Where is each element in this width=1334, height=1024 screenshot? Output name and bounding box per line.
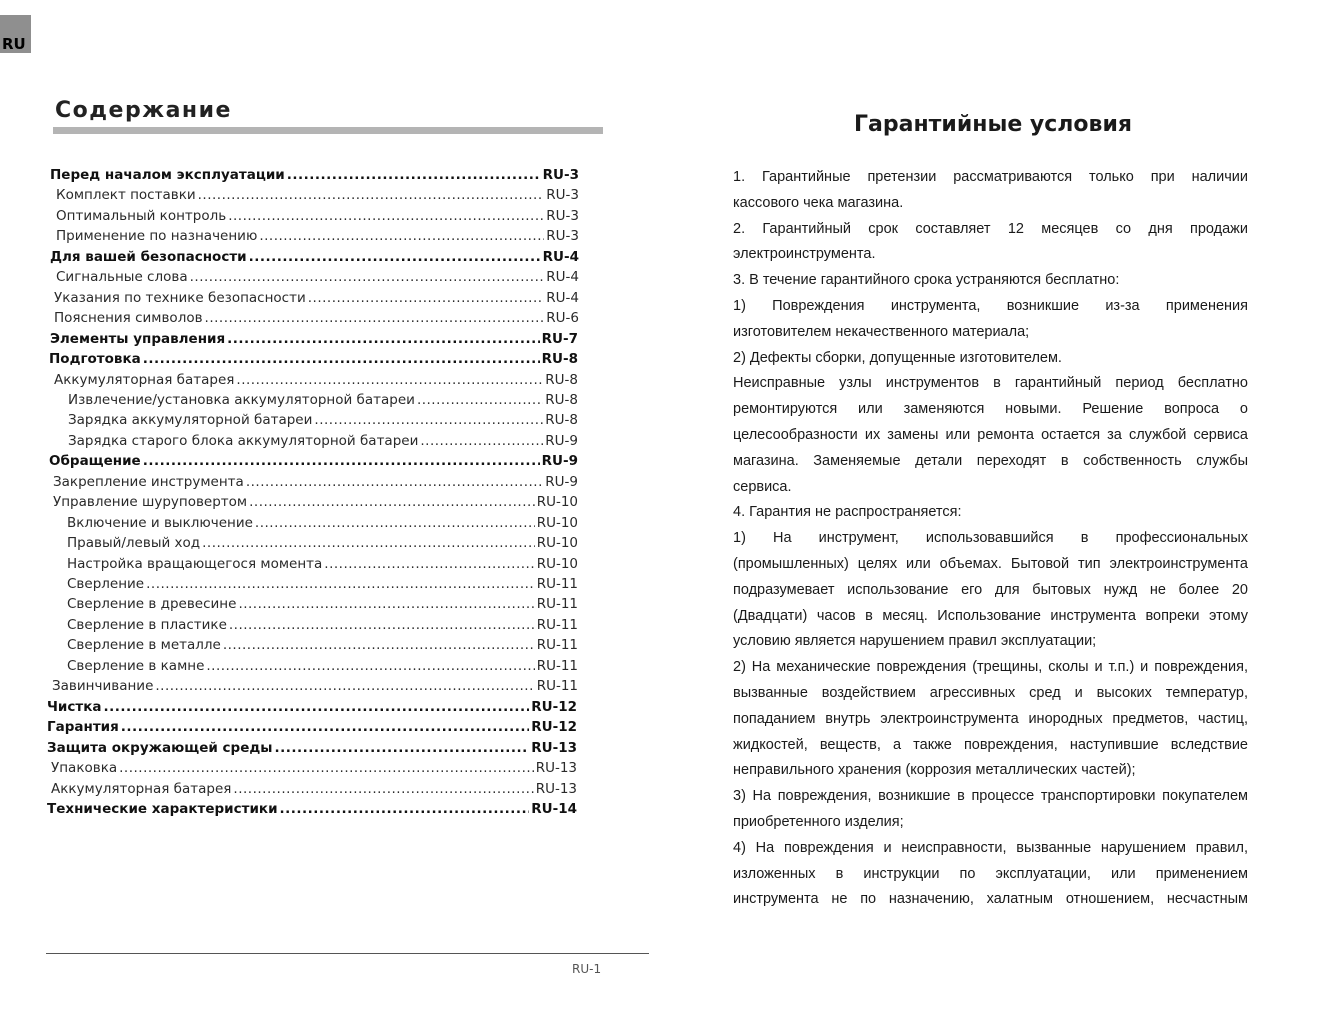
toc-leader-dots <box>223 637 535 653</box>
toc-leader-dots <box>119 760 534 776</box>
toc-leader-dots <box>146 576 535 592</box>
toc-entry-label: Аккумуляторная батарея <box>51 780 232 797</box>
warranty-line: сервиса. <box>733 478 792 495</box>
toc-leader-dots <box>155 678 534 694</box>
toc-entry <box>56 228 579 244</box>
toc-entry-label: Завинчивание <box>52 678 154 695</box>
toc-leader-dots <box>238 596 534 612</box>
toc-entry-label: Сверление в металле <box>67 637 221 654</box>
toc-leader-dots <box>121 719 529 735</box>
toc-leader-dots <box>280 801 530 817</box>
toc-entry-page: RU-13 <box>535 760 577 777</box>
warranty-line: целесообразности их замены или ремонта остается за службой сервиса <box>733 427 1248 443</box>
toc-entry-label: Оптимальный контроль <box>56 207 227 224</box>
warranty-line: 1) На инструмент, использовавшийся в профессиональных <box>733 530 1248 547</box>
toc-entry <box>50 167 579 183</box>
toc-entry-page: RU-11 <box>536 657 578 674</box>
toc-leader-dots <box>228 208 544 224</box>
toc-leader-dots <box>143 351 540 367</box>
toc-entry <box>56 208 579 224</box>
toc-entry-page: RU-9 <box>545 432 578 449</box>
warranty-line: ремонтируются или заменяются новыми. Решение вопроса о <box>733 401 1248 418</box>
toc-entry-label: Защита окружающей среды <box>47 739 273 756</box>
warranty-line: вызванные воздействием агрессивных сред и высоких температур, <box>733 685 1248 701</box>
toc-entry <box>47 801 577 817</box>
toc-entry-page: RU-3 <box>546 207 579 224</box>
toc-entry-page: RU-9 <box>545 473 578 490</box>
toc-entry <box>50 249 579 265</box>
warranty-line: кассового чека магазина. <box>733 194 904 211</box>
toc-entry <box>67 617 578 633</box>
toc-entry <box>52 678 578 694</box>
toc-entry-page: RU-11 <box>536 616 578 633</box>
toc-leader-dots <box>205 310 545 326</box>
toc-entry-label: Зарядка старого блока аккумуляторной батареи <box>68 432 419 449</box>
toc-leader-dots <box>255 515 535 531</box>
toc-leader-dots <box>233 781 533 797</box>
toc-entry-page: RU-4 <box>546 269 579 286</box>
warranty-line: 4) На повреждения и неисправности, вызванные нарушением правил, <box>733 839 1248 856</box>
footer-divider <box>46 953 649 954</box>
toc-entry-page: RU-11 <box>536 576 578 592</box>
toc-leader-dots <box>227 331 539 347</box>
warranty-line: приобретенного изделия; <box>733 814 904 830</box>
toc-entry <box>51 760 577 776</box>
page-number: RU-1 <box>572 962 602 976</box>
toc-entry <box>67 556 578 572</box>
toc-entry <box>68 433 578 449</box>
toc-entry-page: RU-12 <box>531 698 577 715</box>
toc-entry <box>53 474 578 490</box>
warranty-line: жидкостей, веществ, а также повреждения, наступившие вследствие <box>733 736 1248 753</box>
toc-entry-label: Обращение <box>49 453 141 470</box>
toc-leader-dots <box>246 474 543 490</box>
table-of-contents <box>0 0 640 1024</box>
toc-entry <box>54 290 579 306</box>
toc-entry-label: Подготовка <box>49 351 141 368</box>
toc-entry <box>56 187 579 203</box>
toc-entry <box>68 392 578 408</box>
warranty-line: условию является нарушением правил эксплуатации; <box>733 633 1097 650</box>
toc-entry-label: Управление шуруповертом <box>53 494 248 511</box>
language-tab-label: RU <box>2 35 26 53</box>
toc-entry-page: RU-13 <box>535 780 577 797</box>
toc-entry-page: RU-3 <box>546 187 579 204</box>
toc-leader-dots <box>236 372 543 388</box>
toc-entry-page: RU-10 <box>536 494 578 511</box>
toc-entry <box>47 699 577 715</box>
warranty-line: Неисправные узлы инструментов в гарантийный период бесплатно <box>733 375 1248 392</box>
toc-entry-label: Чистка <box>47 698 102 715</box>
toc-entry-page: RU-6 <box>546 310 579 327</box>
warranty-line: изготовителем некачественного материала; <box>733 323 1030 340</box>
toc-entry-page: RU-12 <box>531 719 577 736</box>
toc-entry <box>49 351 578 367</box>
toc-entry-page: RU-8 <box>545 391 578 408</box>
toc-entry-label: Технические характеристики <box>47 800 278 817</box>
toc-leader-dots <box>249 249 541 265</box>
warranty-line: неправильного хранения (коррозия металлических частей); <box>733 762 1136 779</box>
warranty-line: 3) На повреждения, возникшие в процессе транспортировки покупателем <box>733 788 1248 805</box>
toc-entry-label: Указания по технике безопасности <box>54 289 306 306</box>
warranty-title: Гарантийные условия <box>854 112 1132 137</box>
toc-leader-dots <box>103 699 529 715</box>
toc-leader-dots <box>190 269 545 285</box>
toc-entry-page: RU-14 <box>531 800 577 817</box>
toc-entry-label: Комплект поставки <box>56 187 196 204</box>
warranty-line: 2) Дефекты сборки, допущенные изготовителем. <box>733 349 1062 366</box>
toc-entry-page: RU-11 <box>536 596 578 613</box>
toc-entry <box>53 494 578 510</box>
toc-entry-label: Зарядка аккумуляторной батареи <box>68 412 313 429</box>
warranty-line: электроинструмента. <box>733 246 876 263</box>
toc-entry-label: Правый/левый ход <box>67 535 201 552</box>
toc-leader-dots <box>143 453 540 469</box>
toc-leader-dots <box>420 433 543 449</box>
warranty-line: попаданием внутрь электроинструмента инородных предметов, частиц, <box>733 710 1248 727</box>
toc-entry-label: Сверление <box>67 576 145 592</box>
toc-leader-dots <box>274 740 529 756</box>
toc-leader-dots <box>308 290 545 306</box>
warranty-line: 3. В течение гарантийного срока устраняются бесплатно: <box>733 272 1120 289</box>
toc-entry <box>67 515 578 531</box>
toc-entry-label: Гарантия <box>47 719 119 736</box>
toc-leader-dots <box>229 617 535 633</box>
toc-entry-label: Применение по назначению <box>56 228 258 245</box>
toc-leader-dots <box>249 494 535 510</box>
toc-entry-label: Перед началом эксплуатации <box>50 167 285 183</box>
toc-entry-label: Закрепление инструмента <box>53 473 244 490</box>
toc-entry-label: Пояснения символов <box>54 310 203 327</box>
toc-entry-page: RU-10 <box>536 555 578 572</box>
toc-entry <box>49 453 578 469</box>
toc-entry <box>68 412 578 428</box>
warranty-line: (Двадцати) часов в месяц. Использование инструмента вопреки этому <box>733 607 1248 624</box>
toc-entry-page: RU-8 <box>541 351 578 368</box>
warranty-line: 1. Гарантийные претензии рассматриваются только при наличии <box>733 169 1248 185</box>
toc-leader-dots <box>202 535 535 551</box>
toc-entry <box>51 781 577 797</box>
toc-entry-label: Для вашей безопасности <box>50 248 247 265</box>
warranty-line: 2) На механические повреждения (трещины, сколы и т.п.) и повреждения, <box>733 659 1248 676</box>
toc-entry <box>67 576 578 592</box>
toc-leader-dots <box>324 556 534 572</box>
toc-entry <box>54 372 578 388</box>
toc-leader-dots <box>314 412 543 428</box>
toc-entry-page: RU-10 <box>536 535 578 552</box>
toc-entry-page: RU-11 <box>536 637 578 654</box>
toc-entry-page: RU-3 <box>542 167 579 183</box>
toc-entry-label: Сверление в пластике <box>67 616 227 633</box>
warranty-line: подразумевает использование его для бытовых нужд не более 20 <box>733 581 1248 598</box>
warranty-line: изложенных в инструкции по эксплуатации, или применением <box>733 865 1248 882</box>
toc-entry-page: RU-3 <box>546 228 579 245</box>
warranty-line: 2. Гарантийный срок составляет 12 месяцев со дня продажи <box>733 220 1248 237</box>
toc-entry-label: Сигнальные слова <box>56 269 188 286</box>
toc-entry-label: Упаковка <box>51 760 118 777</box>
toc-entry-label: Настройка вращающегося момента <box>67 555 323 572</box>
toc-entry-page: RU-13 <box>531 739 577 756</box>
toc-entry-label: Сверление в камне <box>67 657 205 674</box>
toc-entry-label: Сверление в древесине <box>67 596 237 613</box>
toc-entry-label: Включение и выключение <box>67 514 253 531</box>
toc-entry <box>67 658 578 674</box>
toc-entry-page: RU-9 <box>541 453 578 470</box>
toc-title: Содержание <box>55 98 232 123</box>
toc-entry-label: Извлечение/установка аккумуляторной батареи <box>68 391 415 408</box>
warranty-line: инструмента не по назначению, халатным отношением, несчастным <box>733 891 1248 908</box>
toc-leader-dots <box>198 187 545 203</box>
toc-entry-page: RU-8 <box>545 371 578 388</box>
toc-leader-dots <box>417 392 543 408</box>
toc-entry <box>54 310 579 326</box>
warranty-line: 4. Гарантия не распространяется: <box>733 504 962 521</box>
warranty-line: 1) Повреждения инструмента, возникшие из-за применения <box>733 298 1248 314</box>
toc-entry <box>67 535 578 551</box>
toc-entry-page: RU-8 <box>545 412 578 429</box>
warranty-line: (промышленных) целях или объемах. Бытовой тип электроинструмента <box>733 556 1248 572</box>
toc-leader-dots <box>259 228 544 244</box>
toc-entry-page: RU-4 <box>546 289 579 306</box>
warranty-line: магазина. Заменяемые детали переходят в собственность службы <box>733 452 1248 469</box>
toc-entry <box>67 637 578 653</box>
toc-entry-page: RU-7 <box>541 330 578 347</box>
toc-entry <box>50 331 578 347</box>
toc-entry <box>47 719 577 735</box>
toc-entry-page: RU-4 <box>542 248 579 265</box>
toc-entry-page: RU-11 <box>536 678 578 695</box>
toc-entry <box>56 269 579 285</box>
toc-leader-dots <box>206 658 534 674</box>
toc-entry-page: RU-10 <box>536 514 578 531</box>
toc-entry <box>47 740 577 756</box>
toc-entry-label: Аккумуляторная батарея <box>54 371 235 388</box>
toc-leader-dots <box>287 167 541 183</box>
toc-entry <box>67 596 578 612</box>
toc-entry-label: Элементы управления <box>50 330 226 347</box>
